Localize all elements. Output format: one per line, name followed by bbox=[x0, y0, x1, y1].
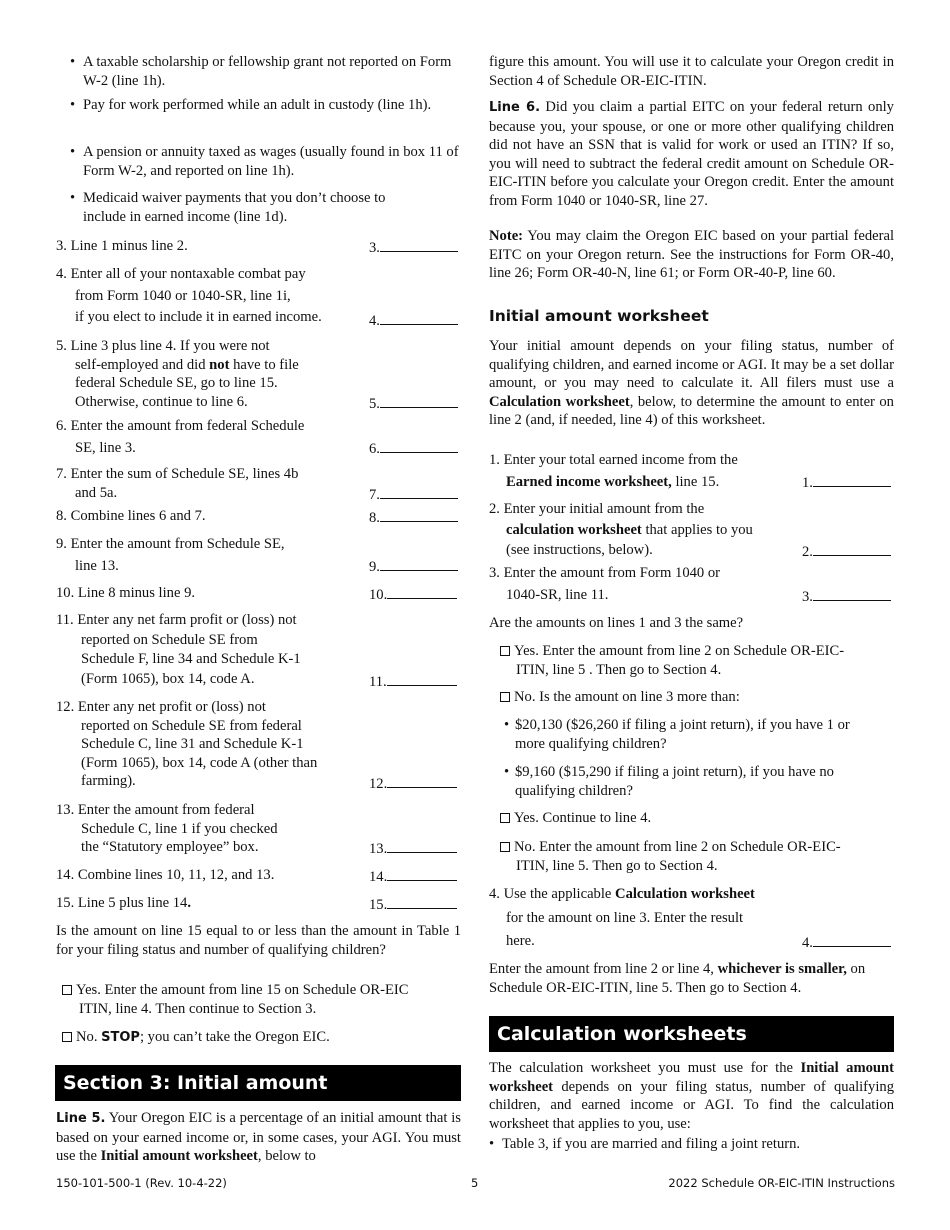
checkbox-option-no: No. Is the amount on line 3 more than: bbox=[500, 688, 740, 707]
worksheet-heading: Initial amount worksheet bbox=[489, 307, 709, 325]
line-number: 8. bbox=[369, 507, 458, 528]
answer-blank[interactable] bbox=[387, 773, 457, 788]
section-heading: Section 3: Initial amount bbox=[55, 1065, 461, 1101]
answer-blank[interactable] bbox=[387, 671, 457, 686]
worksheet-line-12: 12. Enter any net profit or (loss) not reported on Schedule SE from federal Schedule C, line 31 and Schedule K-1 (Form 1065), box 14, code A (other than farming). bbox=[56, 699, 318, 789]
worksheet-line-3: 3. Line 1 minus line 2. bbox=[56, 238, 188, 254]
checkbox[interactable] bbox=[500, 646, 510, 656]
answer-blank[interactable] bbox=[380, 393, 458, 408]
answer-blank[interactable] bbox=[380, 556, 458, 571]
answer-blank[interactable] bbox=[380, 310, 458, 325]
answer-blank[interactable] bbox=[813, 472, 891, 487]
bullet-text: Medicaid waiver payments that you don’t choose to include in earned income (line 1d). bbox=[83, 190, 386, 225]
worksheet-line-15: 15. Line 5 plus line 14. bbox=[56, 895, 191, 911]
line-number: 1. bbox=[802, 472, 891, 493]
footer-title: 2022 Schedule OR-EIC-ITIN Instructions bbox=[668, 1176, 895, 1190]
answer-blank[interactable] bbox=[813, 932, 891, 947]
answer-blank[interactable] bbox=[387, 584, 457, 599]
checkbox-option-yes: Yes. Enter the amount from line 2 on Schedule OR-EIC- ITIN, line 5 . Then go to Section 4. bbox=[500, 642, 844, 679]
worksheet-line-5: 5. Line 3 plus line 4. If you were not self-employed and did not have to file federal Schedule SE, go to line 15. Otherwise, continue to line 6. bbox=[56, 338, 299, 410]
checkbox-option-no: No. STOP; you can’t take the Oregon EIC. bbox=[62, 1028, 330, 1048]
bullet-text: A taxable scholarship or fellowship grant not reported on Form W-2 (line 1h). bbox=[83, 54, 452, 89]
line-number: 7. bbox=[369, 484, 458, 505]
checkbox-option-yes: Yes. Continue to line 4. bbox=[500, 809, 651, 828]
list-item: • Pay for work performed while an adult in custody (line 1h). bbox=[70, 96, 465, 115]
answer-blank[interactable] bbox=[380, 507, 458, 522]
list-item: • $9,160 ($15,290 if filing a joint return), if you have no qualifying children? bbox=[504, 764, 834, 799]
answer-blank[interactable] bbox=[380, 484, 458, 499]
worksheet-line-7: 7. Enter the sum of Schedule SE, lines 4b and 5a. bbox=[56, 466, 299, 501]
section-heading: Calculation worksheets bbox=[489, 1016, 894, 1052]
line-number: 15. bbox=[369, 894, 457, 915]
line-number: 12. bbox=[369, 773, 457, 794]
checkbox[interactable] bbox=[62, 1032, 72, 1042]
worksheet-line-4: 4. Enter all of your nontaxable combat pay from Form 1040 or 1040-SR, line 1i, if you elect to include it in earned income. bbox=[56, 266, 322, 325]
answer-blank[interactable] bbox=[813, 541, 891, 556]
checkbox[interactable] bbox=[500, 842, 510, 852]
line-number: 13. bbox=[369, 838, 457, 859]
list-item: • A pension or annuity taxed as wages (usually found in box 11 of Form W-2, and reported on line 1h). bbox=[70, 143, 465, 180]
line-number: 3. bbox=[369, 237, 458, 258]
worksheet-line-4: 4. Use the applicable Calculation worksheet for the amount on line 3. Enter the result here. bbox=[489, 886, 755, 949]
paragraph: Your initial amount depends on your filing status, number of qualifying children, and earned income or AGI. It may be a set dollar amount, or you may need to calculate it. All filers must use a Calculation worksheet, below, to determine the amount to enter on line 2 (and, if needed, line 4) of this worksheet. bbox=[489, 338, 894, 428]
list-item: • Medicaid waiver payments that you don’t choose to include in earned income (line 1d). bbox=[70, 189, 465, 226]
bullet-text: Pay for work performed while an adult in custody (line 1h). bbox=[83, 97, 432, 113]
checkbox-option-no: No. Enter the amount from line 2 on Schedule OR-EIC- ITIN, line 5. Then go to Section 4. bbox=[500, 838, 841, 875]
answer-blank[interactable] bbox=[387, 894, 457, 909]
list-item: • Table 3, if you are married and filing a joint return. bbox=[489, 1136, 801, 1152]
line-number: 6. bbox=[369, 438, 458, 459]
question-text: Is the amount on line 15 equal to or less than the amount in Table 1 for your filing status and number of qualifying children? bbox=[56, 923, 461, 958]
line-number: 10. bbox=[369, 584, 457, 605]
form-number: 150-101-500-1 (Rev. 10-4-22) bbox=[56, 1176, 227, 1190]
worksheet-line-6: 6. Enter the amount from federal Schedule SE, line 3. bbox=[56, 418, 305, 456]
checkbox[interactable] bbox=[500, 692, 510, 702]
line-number: 9. bbox=[369, 556, 458, 577]
note-paragraph: Note: You may claim the Oregon EIC based on your partial federal EITC on your Oregon return. See the instructions for Form OR-40, line 26; Form OR-40-N, line 61; or Form OR-40-P, line 60. bbox=[489, 228, 894, 281]
line-number: 3. bbox=[802, 586, 891, 607]
worksheet-line-13: 13. Enter the amount from federal Schedule C, line 1 if you checked the “Statutory employee” box. bbox=[56, 802, 278, 855]
line-number: 4. bbox=[369, 310, 458, 331]
line-number: 11. bbox=[369, 671, 457, 692]
worksheet-line-8: 8. Combine lines 6 and 7. bbox=[56, 508, 206, 524]
answer-blank[interactable] bbox=[387, 838, 457, 853]
list-item: • $20,130 ($26,260 if filing a joint return), if you have 1 or more qualifying children? bbox=[504, 717, 850, 752]
worksheet-line-2: 2. Enter your initial amount from the calculation worksheet that applies to you (see instructions, below). bbox=[489, 501, 753, 558]
answer-blank[interactable] bbox=[813, 586, 891, 601]
paragraph: figure this amount. You will use it to calculate your Oregon credit in Section 4 of Schedule OR-EIC-ITIN. bbox=[489, 54, 894, 89]
line6-paragraph: Line 6. Did you claim a partial EITC on your federal return only because you, your spouse, or one or more other qualifying children did not have an SSN that is valid for work or used an ITIN? If so, you will need to subtract the federal credit amount on Schedule OR-EIC-ITIN before you calculate your Oregon credit. Enter the amount from Form 1040 or 1040-SR, line 27. bbox=[489, 99, 894, 209]
page-number: 5 bbox=[471, 1176, 479, 1190]
paragraph: Enter the amount from line 2 or line 4, whichever is smaller, on Schedule OR-EIC-ITIN, line 5. Then go to Section 4. bbox=[489, 961, 866, 996]
checkbox[interactable] bbox=[500, 813, 510, 823]
bullet-text: A pension or annuity taxed as wages (usually found in box 11 of Form W-2, and reported on line 1h). bbox=[83, 144, 459, 179]
worksheet-line-9: 9. Enter the amount from Schedule SE, line 13. bbox=[56, 536, 285, 574]
worksheet-line-14: 14. Combine lines 10, 11, 12, and 13. bbox=[56, 867, 275, 883]
line-number: 4. bbox=[802, 932, 891, 953]
paragraph: The calculation worksheet you must use for the Initial amount worksheet depends on your filing status, number of qualifying children, and earned income or AGI. To find the calculation worksheet that applies to you, use: bbox=[489, 1060, 895, 1132]
checkbox-option-yes: Yes. Enter the amount from line 15 on Schedule OR-EIC ITIN, line 4. Then continue to Section 3. bbox=[62, 981, 409, 1018]
answer-blank[interactable] bbox=[387, 866, 457, 881]
question-text: Are the amounts on lines 1 and 3 the same? bbox=[489, 615, 744, 631]
worksheet-line-3: 3. Enter the amount from Form 1040 or 1040-SR, line 11. bbox=[489, 565, 721, 603]
worksheet-line-1: 1. Enter your total earned income from the Earned income worksheet, line 15. bbox=[489, 452, 738, 490]
line-number: 5. bbox=[369, 393, 458, 414]
checkbox[interactable] bbox=[62, 985, 72, 995]
list-item: • A taxable scholarship or fellowship grant not reported on Form W-2 (line 1h). bbox=[70, 53, 465, 90]
answer-blank[interactable] bbox=[380, 438, 458, 453]
line-number: 2. bbox=[802, 541, 891, 562]
line5-paragraph: Line 5. Your Oregon EIC is a percentage of an initial amount that is based on your earned income or, in some cases, your AGI. You must use the Initial amount worksheet, below to bbox=[56, 1110, 461, 1164]
worksheet-line-10: 10. Line 8 minus line 9. bbox=[56, 585, 196, 601]
line-number: 14. bbox=[369, 866, 457, 887]
answer-blank[interactable] bbox=[380, 237, 458, 252]
worksheet-line-11: 11. Enter any net farm profit or (loss) not reported on Schedule SE from Schedule F, line 34 and Schedule K-1 (Form 1065), box 14, code A. bbox=[56, 612, 301, 687]
